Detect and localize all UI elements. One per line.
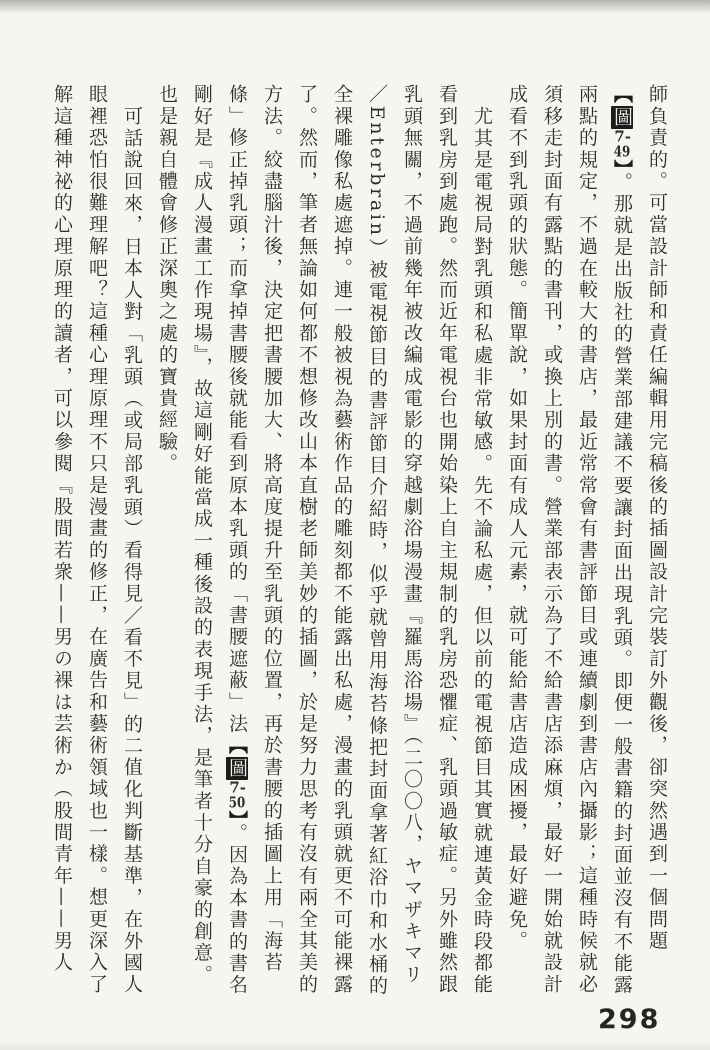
figure-ref-close-bracket: 】: [611, 159, 633, 172]
scan-shadow-bottom: [0, 1040, 710, 1050]
figure-number: 7-: [614, 129, 631, 145]
page-number: 298: [598, 1004, 661, 1035]
page-text: [20, 84, 674, 998]
figure-number: 49: [613, 144, 631, 160]
scan-shadow-top: [0, 0, 710, 14]
figure-reference: [226, 735, 248, 823]
paragraph: 師負責的。可當設計師和責任編輯用完稿後的插圖設計完裝訂外觀後，卻突然遇到一個問題【圖7-49】。那就是出版社的營業部建議不要讓封面出現乳頭。即便一般書籍的封面並沒有不能露兩點的規定，不過在較大的書店，最近常常會有書評節目或連續劇到書店內攝影；這種時候就必須移走封面有露點的書刊，或換上別的書。營業部表示為了不給書店添麻煩，最好一開始就設計成看不到乳頭的狀態。簡單說，如果封面有成人元素，就可能給書店造成困擾，最好避免。: [506, 84, 668, 997]
paragraph: 尤其是電視局對乳頭和私處非常敏感。先不論私處，但以前的電視節目其實就連黃金時段都能看到乳房到處跑。然而近年電視台也開始染上自主規制的乳房恐懼症、乳頭過敏症。另外雖然跟乳頭無關，不過前幾年被改編成電影的穿越劇浴場漫畫『羅馬浴場』（二〇〇八，ヤマザキマリ／Enterbrain）被電視節目的書評節目介紹時，似乎就曾用海苔條把封面拿著紅浴巾和水桶的全裸雕像私處遮掉。連一般被視為藝術作品的雕刻都不能露出私處，漫畫的乳頭就更不可能裸露了。然而，筆者無論如何都不想修改山本直樹老師美妙的插圖，於是努力思考有沒有兩全其美的方法。絞盡腦汁後，決定把書腰加大、將高度提升至乳頭的位置，再於書腰的插圖上用「海苔條」修正掉乳頭；而拿掉書腰後就能看到原本乳頭的「書腰遮蔽」法【圖7-50】。因為本書的書名剛好是『成人漫畫工作現場』，故這剛好能當成一種後設的表現手法，是筆者十分自豪的創意。也是親自體會修正深奧之處的寶貴經驗。: [156, 84, 493, 998]
figure-label-box: 圖: [226, 757, 248, 780]
figure-ref-open-bracket: 【: [611, 84, 633, 106]
figure-number: 50: [228, 795, 246, 811]
figure-label-box: 圖: [611, 106, 633, 129]
paragraph: 可話說回來，日本人對「乳頭（或局部乳頭）看得見／看不見」的二值化判斷基準，在外國人眼裡恐怕很難理解吧？這種心理原理不只是漫畫的修正，在廣告和藝術領域也一樣。想更深入了解這種神祕的心理原理的讀者，可以參閱『股間若衆——男の裸は芸術か（股間青年——男人: [51, 84, 143, 996]
figure-ref-open-bracket: 【: [226, 735, 248, 757]
figure-reference: [611, 84, 633, 172]
figure-ref-close-bracket: 】: [226, 810, 248, 823]
figure-number: 7-: [229, 780, 246, 796]
